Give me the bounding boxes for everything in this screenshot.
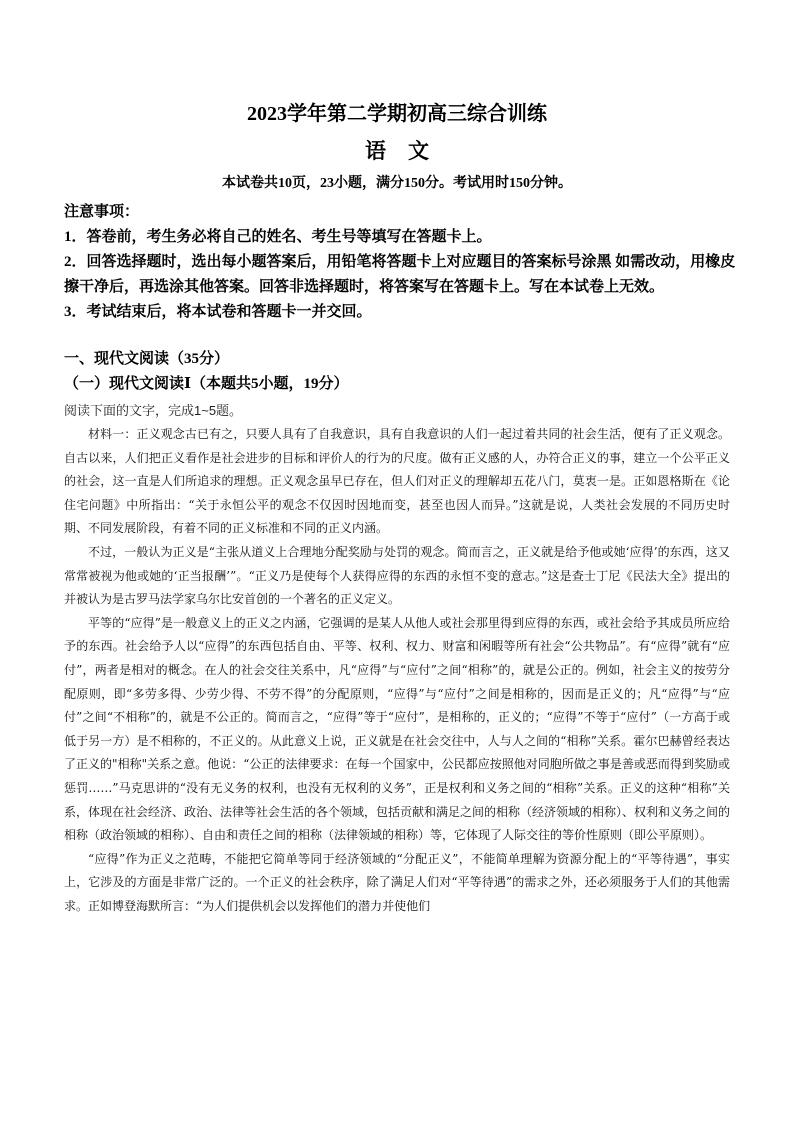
reading-instruction: 阅读下面的文字，完成1~5题。 — [64, 403, 243, 418]
subject-title: 语文 — [365, 139, 451, 163]
exam-info: 本试卷共10页，23小题，满分150分。考试用时150分钟。 — [222, 176, 572, 191]
reading-passage — [64, 423, 730, 918]
passage-paragraph: 平等的“应得”是一般意义上的正义之内涵，它强调的是某人从他人或社会那里得到应得的东西，或社会给予其成员所应给予的东西。社会给予人以“应得”的东西包括自由、平等、权利、权力、财富和闲暇等所有社会“公共物品”。有“应得”就有“应付”，两者是相对的概念。在人的社会交往关系中，凡“应得”与“应付”之间“相称”的，就是公正的。例如，社会主义的按劳分配原则，即“多劳多得、少劳少得、不劳不得”的分配原则，“应得”与“应付”之间是相称的，因而是正义的；凡“应得”与“应付”之间“不相称”的，就是不公正的。简而言之，“应得”等于“应付”，是相称的，正义的；“应得”不等于“应付”（一方高于或低于另一方）是不相称的，不正义的。从此意义上说，正义就是在社会交往中，人与人之间的“相称”关系。霍尔巴赫曾经表达了正义的"相称"关系之意。他说：“公正的法律要求：在每一个国家中，公民都应按照他对同胞所做之事是善或恶而得到奖励或惩罚……”马克思讲的“没有无义务的权利，也没有无权利的义务”，正是权利和义务之间的“相称”关系。正义的这种“相称”关系，体现在社会经济、政治、法律等社会生活的各个领域，包括贡献和满足之间的相称（经济领域的相称）、权利和义务之间的相称（政治领域的相称）、自由和责任之间的相称（法律领域的相称）等，它体现了人际交往的等价性原则（即公平原则）。 — [64, 615, 731, 843]
notes-block — [64, 200, 744, 325]
passage-paragraph: 材料一：正义观念古已有之，只要人具有了自我意识，具有自我意识的人们一起过着共同的社会生活，便有了正义观念。自古以来，人们把正义看作是社会进步的目标和评价人的行为的尺度。做有正义感的人，办符合正义的事，建立一个公平正义的社会，这一直是人们所追求的理想。正义观念虽早已存在，但人们对正义的理解却五花八门，莫衷一是。正如恩格斯在《论住宅问题》中所指出：“关于永恒公平的观念不仅因时因地而变，甚至也因人而异。”这就是说，人类社会发展的不同历史时期、不同发展阶段，有着不同的正义标准和不同的正义内涵。 — [64, 427, 730, 536]
section-heading: 一、现代文阅读（35分） — [64, 351, 230, 367]
note-item: 2．回答选择题时，选出每小题答案后，用铅笔将答题卡上对应题目的答案标号涂黑 如需改动，用橡皮擦干净后，再选涂其他答案。回答非选择题时，将答案写在答题卡上。写在本试卷上无效。 — [64, 254, 736, 295]
exam-title: 2023学年第二学期初高三综合训练 — [247, 103, 547, 125]
note-item: 1．答卷前，考生务必将自己的姓名、考生号等填写在答题卡上。 — [64, 229, 492, 245]
note-item: 3．考试结束后，将本试卷和答题卡一并交回。 — [64, 304, 372, 320]
notes-heading: 注意事项： — [64, 204, 140, 220]
subsection-heading: （一）现代文阅读Ⅰ（本题共5小题，19分） — [64, 376, 349, 392]
passage-paragraph: “应得”作为正义之范畴，不能把它简单等同于经济领域的“分配正义”，不能简单理解为资源分配上的“平等待遇”，事实上，它涉及的方面是非常广泛的。一个正义的社会秩序，除了满足人们对“平等待遇”的需求之外，还必须服务于人们的其他需求。正如博登海默所言：“为人们提供机会以发挥他们的潜力并使他们 — [64, 851, 730, 913]
passage-paragraph: 不过，一般认为正义是“主张从道义上合理地分配奖励与处罚的观念。简而言之，正义就是给予他或她‘应得’的东西，这又常常被视为他或她的‘正当报酬’”。“正义乃是使每个人获得应得的东西的永恒不变的意志。”这是查士丁尼《民法大全》提出的并被认为是古罗马法学家乌尔比安首创的一个著名的正义定义。 — [64, 544, 730, 607]
